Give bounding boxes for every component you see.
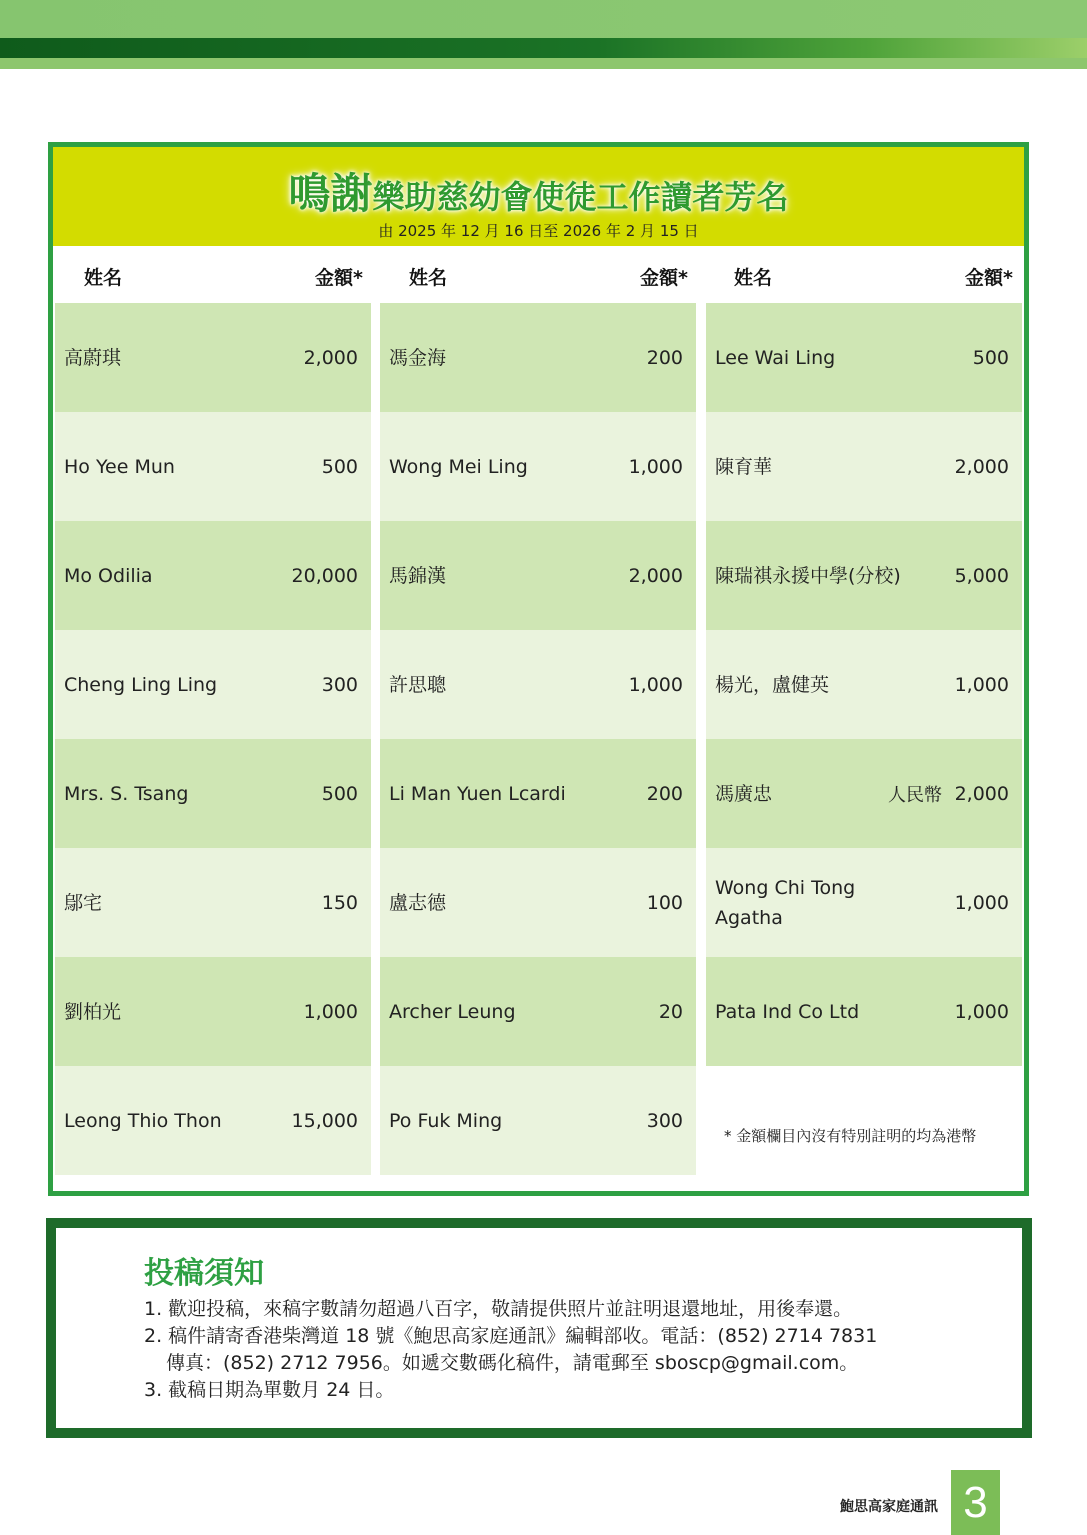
donor-amount: 2,000 <box>954 455 1009 478</box>
donor-name: 陳育華 <box>715 455 773 478</box>
donor-name: Ho Yee Mun <box>64 455 175 478</box>
donor-name: Li Man Yuen Lcardi <box>389 782 566 805</box>
notice-line: 1. 歡迎投稿，來稿字數請勿超過八百字，敬請提供照片並註明退還地址，用後奉還。 <box>144 1298 853 1320</box>
donor-name: 高蔚琪 <box>64 346 122 369</box>
donor-row <box>55 303 371 412</box>
donor-name: Lee Wai Ling <box>715 346 836 369</box>
donor-name: 盧志德 <box>389 891 447 914</box>
donor-amount: 200 <box>646 346 683 369</box>
donor-row <box>55 1066 371 1175</box>
top-band-bottom <box>0 58 1087 69</box>
donor-row <box>55 848 371 957</box>
donor-amount: 150 <box>321 891 358 914</box>
donor-row <box>380 412 696 521</box>
donor-row <box>380 739 696 848</box>
donor-name: Po Fuk Ming <box>389 1109 503 1132</box>
donor-row <box>706 303 1022 412</box>
col3-name-header: 姓名 <box>734 267 773 289</box>
notice-lines <box>144 1296 877 1404</box>
submission-notice <box>46 1218 1032 1438</box>
donor-name: 馮金海 <box>389 346 447 369</box>
notice-line: 3. 截稿日期為單數月 24 日。 <box>144 1379 395 1401</box>
donor-row <box>380 957 696 1066</box>
donor-amount: 2,000 <box>954 782 1009 805</box>
donor-row <box>706 739 1022 848</box>
donor-name: Wong Mei Ling <box>389 455 528 478</box>
donor-name: Archer Leung <box>389 1000 516 1023</box>
donor-amount: 200 <box>646 782 683 805</box>
donor-panel <box>48 142 1029 1196</box>
donor-name: 馮廣忠 <box>715 782 773 805</box>
donor-column-1 <box>55 303 371 1175</box>
donor-amount: 500 <box>972 346 1009 369</box>
donor-row <box>380 521 696 630</box>
notice-title: 投稿須知 <box>144 1256 264 1291</box>
donor-name: 劉柏光 <box>64 1000 122 1023</box>
donor-row <box>55 630 371 739</box>
donor-amount: 1,000 <box>954 1000 1009 1023</box>
donor-name: 楊光，盧健英 <box>715 673 830 696</box>
donor-amount: 1,000 <box>954 673 1009 696</box>
col3-amount-header: 金額* <box>965 267 1013 289</box>
donor-row <box>706 521 1022 630</box>
donor-name: Cheng Ling Ling <box>64 673 218 696</box>
donor-name: Pata Ind Co Ltd <box>715 1000 860 1023</box>
title-thanks: 鳴謝 <box>288 169 373 218</box>
donor-amount: 1,000 <box>954 891 1009 914</box>
donor-row <box>380 848 696 957</box>
donor-row <box>55 521 371 630</box>
donor-row <box>706 630 1022 739</box>
donor-name: Wong Chi Tong Agatha <box>715 876 856 929</box>
donor-row <box>380 630 696 739</box>
donor-row <box>55 412 371 521</box>
donor-amount: 2,000 <box>628 564 683 587</box>
col2-amount-header: 金額* <box>640 267 688 289</box>
donor-amount: 20,000 <box>291 564 358 587</box>
currency-footnote: * 金額欄目內沒有特別註明的均為港幣 <box>724 1127 977 1145</box>
donor-name: Mrs. S. Tsang <box>64 782 189 805</box>
title-rest: 樂助慈幼會使徒工作讀者芳名 <box>372 178 789 216</box>
donor-row <box>380 303 696 412</box>
publication-name: 鮑思高家庭通訊 <box>840 1499 938 1515</box>
donor-amount: 15,000 <box>291 1109 358 1132</box>
donor-name: 鄔宅 <box>64 891 103 914</box>
donor-amount: 500 <box>321 782 358 805</box>
page-number: 3 <box>951 1470 1000 1535</box>
donor-column-2 <box>380 303 696 1175</box>
donor-currency: 人民幣 <box>888 784 942 806</box>
donor-header <box>53 147 1024 246</box>
col1-name-header: 姓名 <box>84 267 123 289</box>
donor-amount: 1,000 <box>303 1000 358 1023</box>
top-band-light <box>0 0 1087 38</box>
donor-row <box>380 1066 696 1175</box>
donor-amount: 100 <box>646 891 683 914</box>
donor-amount: 1,000 <box>628 455 683 478</box>
col2-name-header: 姓名 <box>409 267 448 289</box>
donor-amount: 300 <box>321 673 358 696</box>
donor-row <box>706 412 1022 521</box>
donor-name: 陳瑞祺永援中學(分校) <box>715 564 901 587</box>
donor-amount: 20 <box>658 1000 683 1023</box>
donor-name: Mo Odilia <box>64 564 153 587</box>
donor-row <box>55 739 371 848</box>
donor-name: 許思聰 <box>389 673 447 696</box>
donor-row <box>706 848 1022 957</box>
col1-amount-header: 金額* <box>315 267 363 289</box>
donation-period: 由 2025 年 12 月 16 日至 2026 年 2 月 15 日 <box>378 222 699 240</box>
donor-amount: 5,000 <box>954 564 1009 587</box>
donor-amount: 1,000 <box>628 673 683 696</box>
donor-column-3 <box>706 303 1022 1066</box>
top-band-dark <box>0 38 1087 58</box>
donor-amount: 500 <box>321 455 358 478</box>
notice-line: 2. 稿件請寄香港柴灣道 18 號《鮑思高家庭通訊》編輯部收。電話：(852) 2714 7831 <box>144 1325 878 1347</box>
donor-row <box>55 957 371 1066</box>
donor-amount: 2,000 <box>303 346 358 369</box>
donor-name: 馬錦漢 <box>389 564 447 587</box>
notice-line: 傳真：(852) 2712 7956。如遞交數碼化稿件，請電郵至 sboscp@gmail.com。 <box>166 1352 859 1374</box>
donor-name: Leong Thio Thon <box>64 1109 222 1132</box>
donor-amount: 300 <box>646 1109 683 1132</box>
donor-row <box>706 957 1022 1066</box>
donor-title <box>53 161 1024 221</box>
